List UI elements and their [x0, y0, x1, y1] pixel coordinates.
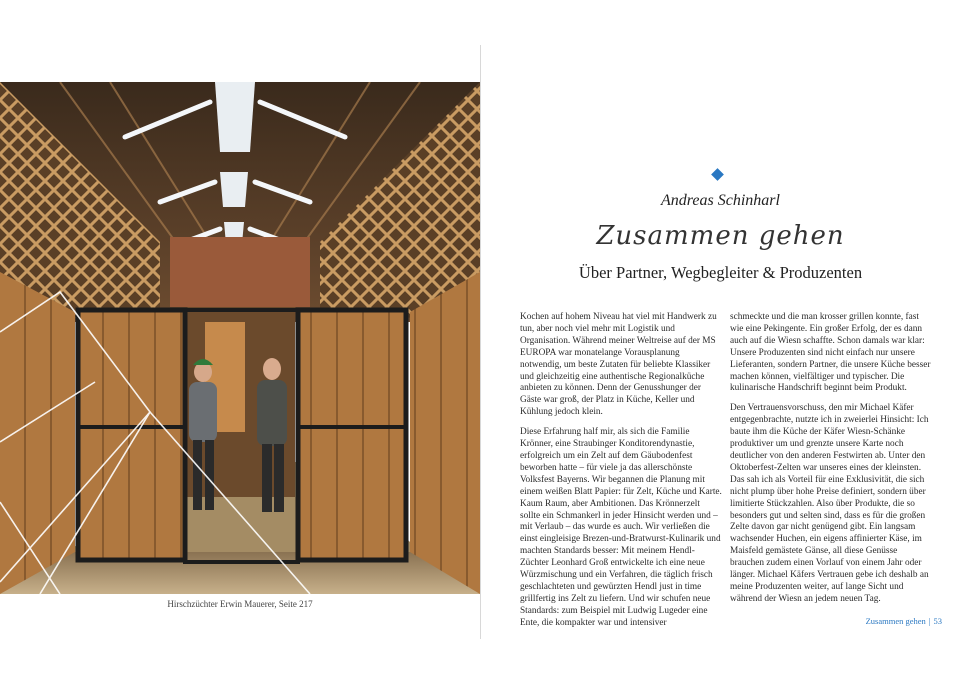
- paragraph: schmeckte und die man krosser grillen konnte, fast wie eine Pekingente. Ein großer Erfolg, der es dann auch auf die Wiesn schaffte. Schon damals war klar: Unsere Produzenten sind nicht einfach nur unsere Lieferanten, sondern Partner, die unsere Küche besser machen können, vielfältiger und typischer. Die kulinarische Handschrift beginnt beim Produkt.: [730, 312, 931, 394]
- chapter-subtitle: Über Partner, Wegbegleiter & Produzenten: [578, 263, 863, 282]
- page-footer: [866, 616, 942, 626]
- paragraph: Den Vertrauensvorschuss, den mir Michael Käfer entgegenbrachte, nutzte ich in zweierlei Hinsicht: Ich baute ihm die Küche der Käfer Wiesn-Schänke produktiver um und grenzte unsere Karte noch deutlicher von den anderen Festwirten ab. Unter den Oktoberfest-Zelten war unseres eines der kleinsten. Das sah ich als Vorteil für eine Exklusivität, die sich nicht plump über hohe Preise definiert, sondern über limitierte Stückzahlen. Also über Produkte, die so besonders gut und selten sind, dass es für die großen Zelte davon gar nicht genügend gibt. Ein langsam wachsender Huchen, ein eigens affinierter Käse, im Maisfeld gemästete Gänse, all diese Genüsse brauchen zudem einen Vorlauf von einem Jahr oder länger. Michael Käfers Vertrauen gebe ich deshalb an meine Produzenten weiter, auf lange Sicht und während der Wiesn an jedem neuen Tag.: [730, 403, 929, 604]
- text-column-2: [730, 312, 932, 614]
- footer-title: Zusammen gehen: [865, 616, 926, 626]
- paragraph: Kochen auf hohem Niveau hat viel mit Handwerk zu tun, aber noch viel mehr mit Logistik und Organisation. Während meiner Weltreise auf der MS EUROPA war monatelange Vorausplanung notwendig, um beste Zutaten für beliebte Klassiker und gleichzeitig eine authentische Regionalküche anbieten zu können. Denn der Genusshunger der Gäste war groß, der Platz in Küche, Keller und Kühlung jedoch klein.: [520, 312, 717, 418]
- right-page: [481, 45, 960, 639]
- book-spread: [0, 45, 960, 639]
- script-title: Zusammen gehen: [596, 221, 845, 251]
- left-page: [0, 45, 481, 639]
- page-number: 53: [933, 616, 942, 626]
- paragraph: Diese Erfahrung half mir, als sich die Familie Krönner, eine Straubinger Konditorendynastie, erfolgreich um ein Zelt auf dem Gäubodenfest beworben hatte – für viele ja das allerschönste Volksfest Bayerns. Wir begannen die Planung mit einem weißen Blatt Papier: für Zelt, Küche und Karte. Kaum Raum, aber Ambitionen. Das Krönnerzelt sollte ein Schmankerl in jeder Hinsicht werden und – mit Verlaub – das wurde es auch. Wir verließen die einst eingleisige Brezen-und-Bratwurst-Kulinarik und machten Standards besser: Mit meinem Hendl-Züchter Leonhard Groß entwickelte ich eine neue Würzmischung und ein Verfahren, die täglich frisch geschlachteten und gewürzten Hendl just in time grillfertig ins Zelt zu liefern. Und wir schufen neue Standards: zum Beispiel mit Ludwig Lugeder eine Ente, die kompakter war und intensiver: [520, 427, 722, 628]
- stable-photo: [0, 82, 480, 638]
- photo-caption: Hirschzüchter Erwin Mauerer, Seite 217: [167, 599, 313, 609]
- text-column-1: [520, 312, 722, 638]
- author-name: Andreas Schinharl: [661, 192, 780, 209]
- footer-separator: |: [928, 616, 931, 626]
- diamond-ornament-icon: [711, 168, 724, 181]
